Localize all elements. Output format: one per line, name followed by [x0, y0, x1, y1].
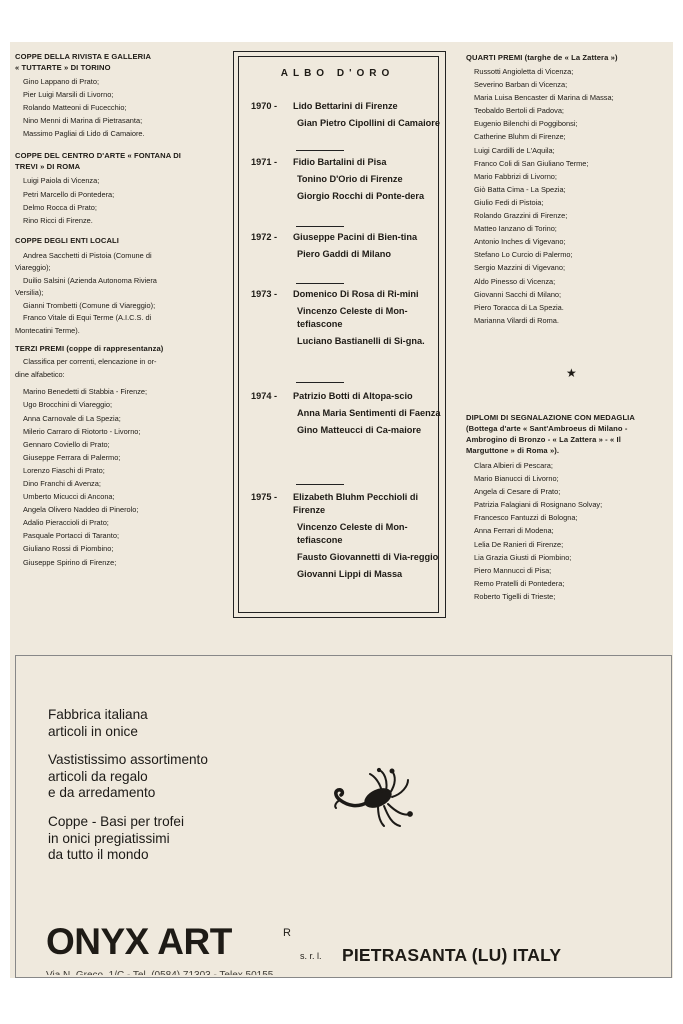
section-heading: TERZI PREMI (coppe di rappresentanza) [15, 344, 164, 354]
list-item: Teobaldo Bertoli di Padova; [474, 106, 564, 116]
list-item: Francesco Fantuzzi di Bologna; [474, 513, 578, 523]
list-item: Angela di Cesare di Prato; [474, 487, 561, 497]
winner-name: Piero Gaddi di Milano [297, 249, 391, 259]
list-item: Lelia De Ranieri di Firenze; [474, 539, 564, 549]
section-heading: COPPE DELLA RIVISTA E GALLERIA [15, 52, 152, 61]
ad-text-line: da tutto il mondo [48, 847, 149, 862]
ad-text-line: Coppe - Basi per trofei [48, 814, 185, 829]
ad-text-line: articoli in onice [48, 723, 138, 739]
year-group-1973 [251, 288, 441, 348]
ad-text-line: in onici pregiatissimi [48, 830, 170, 846]
registered-mark: R [283, 927, 291, 939]
ad-block-3 [48, 814, 184, 864]
section-heading: DIPLOMI DI SEGNALAZIONE CON MEDAGLIA [466, 413, 635, 422]
list-item: Dino Franchi di Avenza; [23, 479, 101, 488]
list-item: Gennaro Coviello di Prato; [23, 439, 110, 449]
list-item: Giulio Fedi di Pistoia; [474, 197, 544, 207]
year-label: 1971 - [251, 157, 278, 167]
winner-name: Luciano Bastianelli di Si-gna. [297, 336, 425, 346]
list-item: Pasquale Portacci di Taranto; [23, 531, 119, 541]
list-item: Giuliano Rossi di Piombino; [23, 544, 114, 554]
list-item: Sergio Mazzini di Vigevano; [474, 263, 566, 273]
section-heading: Ambrogino di Bronzo - « La Zattera » - « Il [466, 435, 621, 444]
winner-name: Vincenzo Celeste di Mon-tefiascone [297, 306, 408, 329]
separator-line [296, 382, 344, 383]
list-item: Gino Lappano di Prato; [23, 77, 100, 86]
winner-name: Patrizio Botti di Altopa-scio [293, 391, 413, 401]
section-heading: « TUTTARTE » DI TORINO [15, 63, 111, 72]
winner-name: Fausto Giovannetti di Via-reggio [297, 552, 439, 562]
separator-line [296, 150, 344, 151]
section-heading: COPPE DEGLI ENTI LOCALI [15, 235, 119, 245]
winner-name: Gino Matteucci di Ca-maiore [297, 425, 422, 435]
year-group-1971 [251, 156, 441, 203]
list-item: Nino Menni di Marina di Pietrasanta; [23, 116, 143, 126]
ad-text-line: Vastistissimo assortimento [48, 752, 208, 767]
list-item: Adalio Pieraccioli di Prato; [23, 518, 109, 528]
list-item: Giuseppe Ferrara di Palermo; [23, 452, 121, 462]
list-item: Lorenzo Fiaschi di Prato; [23, 465, 105, 475]
list-item: Anna Carnovale di La Spezia; [23, 413, 121, 423]
list-item: Piero Mannucci di Pisa; [474, 565, 552, 575]
section-heading: (Bottega d'arte « Sant'Ambroeus di Milano - [466, 424, 628, 433]
list-item: Stefano Lo Curcio di Palermo; [474, 250, 573, 260]
separator-line [296, 484, 344, 485]
section-heading: QUARTI PREMI (targhe de « La Zattera ») [466, 53, 618, 62]
list-item: Russotti Angioletta di Vicenza; [474, 67, 574, 76]
list-item: Lia Grazia Giusti di Piombino; [474, 552, 572, 562]
list-item: Rolando Grazzini di Firenze; [474, 211, 568, 221]
list-item: Matteo Ianzano di Torino; [474, 224, 557, 234]
list-item: Luigi Paiola di Vicenza; [23, 176, 100, 186]
list-item: Rolando Matteoni di Fucecchio; [23, 103, 127, 113]
right-column [466, 52, 676, 327]
winner-name: Giorgio Rocchi di Ponte-dera [297, 191, 425, 201]
list-item: Maria Luisa Bencaster di Marina di Massa; [474, 93, 614, 103]
left-column [15, 51, 230, 569]
list-item: Milerio Carraro di Riotorto - Livorno; [23, 426, 141, 436]
list-item: Luigi Cardilli de L'Aquila; [474, 145, 555, 155]
year-label: 1973 - [251, 289, 278, 299]
list-item: Umberto Micucci di Ancona; [23, 492, 115, 502]
list-item: Giuseppe Spirino di Firenze; [23, 557, 117, 567]
list-item: Delmo Rocca di Prato; [23, 202, 97, 212]
list-item: Ugo Brocchini di Viareggio; [23, 400, 113, 410]
list-item: Remo Pratelli di Pontedera; [474, 578, 565, 588]
brand-logo: ONYX ART [46, 921, 232, 962]
list-item: Patrizia Falagiani di Rosignano Solvay; [474, 500, 603, 510]
company-location: PIETRASANTA (LU) ITALY [342, 945, 562, 965]
year-label: 1974 - [251, 391, 278, 401]
company-type: s. r. l. [300, 951, 322, 961]
list-item: Marino Benedetti di Stabbia - Firenze; [23, 387, 148, 397]
paragraph-line: Montecatini Terme). [15, 325, 80, 335]
list-item: Mario Bianucci di Livorno; [474, 474, 559, 484]
separator-line [296, 226, 344, 227]
star-icon: ★ [566, 366, 577, 380]
winner-name: Anna Maria Sentimenti di Faenza [297, 408, 441, 418]
winner-name: Tonino D'Orio di Firenze [297, 174, 403, 184]
year-label: 1975 - [251, 492, 278, 502]
list-item: Mario Fabbrizi di Livorno; [474, 171, 557, 181]
paragraph-line: Andrea Sacchetti di Pistoia (Comune di [23, 250, 152, 260]
list-item: Marianna Vilardi di Roma. [474, 315, 559, 325]
year-label: 1972 - [251, 232, 278, 242]
paragraph-line: Classifica per correnti, elencazione in or- [23, 357, 157, 367]
right-column-diplomas [466, 412, 678, 603]
ad-block-1 [48, 707, 148, 740]
section-heading: COPPE DEL CENTRO D'ARTE « FONTANA DI [15, 151, 182, 161]
list-item: Pier Luigi Marsili di Livorno; [23, 90, 114, 100]
winner-name: Gian Pietro Cipollini di Camaiore [297, 118, 440, 128]
winner-name: Vincenzo Celeste di Mon-tefiascone [297, 522, 408, 545]
paragraph-line: Franco Vitale di Equi Terme (A.I.C.S. di [23, 313, 152, 323]
winner-name: Giuseppe Pacini di Bien-tina [293, 232, 418, 242]
ad-text-line: articoli da regalo [48, 768, 148, 784]
year-group-1972 [251, 231, 441, 261]
section-heading: TREVI » DI ROMA [15, 162, 81, 172]
paragraph-line: Versilia); [15, 288, 44, 298]
list-item: Franco Coli di San Giuliano Terme; [474, 158, 589, 168]
list-item: Anna Ferrari di Modena; [474, 526, 554, 536]
ad-text-line: Fabbrica italiana [48, 707, 148, 722]
scorpion-logo-icon [330, 762, 420, 832]
winner-name: Domenico Di Rosa di Ri-mini [293, 289, 419, 299]
list-item: Giò Batta Cima - La Spezia; [474, 184, 566, 194]
paragraph-line: Duilio Salsini (Azienda Autonoma Riviera [23, 275, 157, 285]
winner-name: Elizabeth Bluhm Pecchioli di Firenze [293, 492, 419, 515]
paragraph-line: Viareggio); [15, 263, 51, 273]
winner-name: Fidio Bartalini di Pisa [293, 157, 387, 167]
list-item: Aldo Pinesso di Vicenza; [474, 276, 556, 286]
list-item: Eugenio Bilenchi di Poggibonsi; [474, 119, 578, 129]
list-item: Giovanni Sacchi di Milano; [474, 289, 562, 299]
list-item: Antonio Inches di Vigevano; [474, 237, 566, 247]
section-heading: Marguttone » di Roma »). [466, 446, 560, 455]
year-group-1975 [251, 491, 441, 581]
list-item: Rino Ricci di Firenze. [23, 215, 93, 225]
list-item: Angela Olivero Naddeo di Pinerolo; [23, 505, 139, 515]
paragraph-line: dine alfabetico: [15, 369, 65, 379]
list-item: Clara Albieri di Pescara; [474, 461, 553, 470]
list-item: Severino Barban di Vicenza; [474, 80, 568, 90]
list-item: Piero Toracca di La Spezia. [474, 302, 564, 312]
list-item: Roberto Tigelli di Trieste; [474, 591, 556, 601]
list-item: Massimo Pagliai di Lido di Camaiore. [23, 129, 145, 139]
ad-text-line: e da arredamento [48, 785, 156, 800]
winner-name: Lido Bettarini di Firenze [293, 101, 398, 111]
albo-title: ALBO D'ORO [280, 68, 395, 79]
list-item: Catherine Bluhm di Firenze; [474, 132, 566, 142]
winner-name: Giovanni Lippi di Massa [297, 569, 403, 579]
separator-line [296, 283, 344, 284]
paragraph-line: Gianni Trombetti (Comune di Viareggio); [23, 300, 156, 310]
year-group-1974 [251, 390, 441, 437]
ad-block-2 [48, 752, 208, 802]
year-group-1970 [251, 100, 441, 130]
year-label: 1970 - [251, 101, 278, 111]
list-item: Petri Marcello di Pontedera; [23, 189, 115, 199]
